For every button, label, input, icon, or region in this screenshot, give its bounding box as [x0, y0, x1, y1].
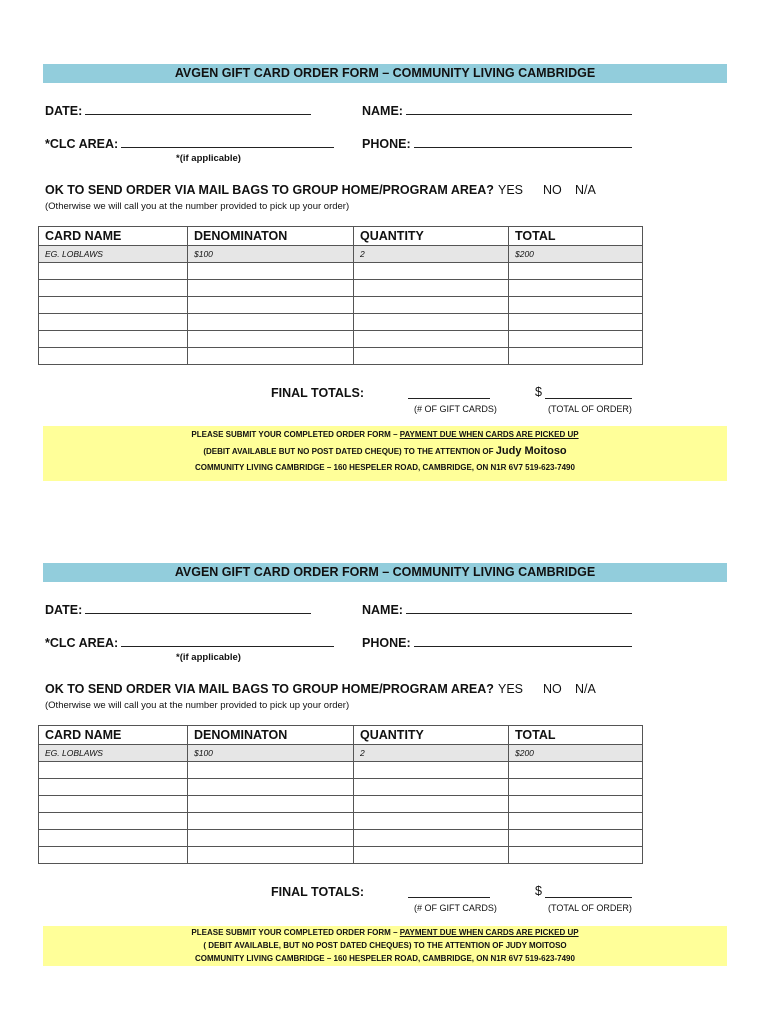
table-row — [39, 779, 643, 796]
table-cell[interactable] — [39, 314, 188, 331]
phone-field[interactable] — [414, 136, 632, 148]
gift-card-count-caption: (# OF GIFT CARDS) — [414, 404, 497, 414]
table-cell[interactable] — [39, 796, 188, 813]
payment-notice — [43, 426, 727, 481]
col-header-quantity: QUANTITY — [354, 726, 509, 745]
table-cell[interactable] — [354, 779, 509, 796]
table-cell[interactable] — [39, 297, 188, 314]
table-row — [39, 762, 643, 779]
table-cell[interactable] — [354, 762, 509, 779]
no-option[interactable]: NO — [543, 183, 562, 197]
table-cell[interactable] — [39, 331, 188, 348]
order-table — [38, 226, 643, 365]
table-cell[interactable] — [354, 796, 509, 813]
dollar-sign: $ — [535, 884, 542, 898]
phone-row — [362, 136, 632, 151]
table-cell[interactable] — [354, 348, 509, 365]
notice-line-2: ( DEBIT AVAILABLE, BUT NO POST DATED CHEQUES) TO THE ATTENTION OF JUDY MOITOSO — [203, 941, 567, 950]
col-header-total: TOTAL — [509, 227, 643, 246]
col-header-total: TOTAL — [509, 726, 643, 745]
table-row — [39, 263, 643, 280]
mail-bag-question: OK TO SEND ORDER VIA MAIL BAGS TO GROUP HOME/PROGRAM AREA? — [45, 682, 494, 696]
table-cell[interactable] — [188, 280, 354, 297]
table-cell[interactable] — [354, 847, 509, 864]
table-cell[interactable] — [509, 847, 643, 864]
otherwise-note: (Otherwise we will call you at the number provided to pick up your order) — [45, 700, 350, 711]
gift-card-count-field[interactable] — [408, 896, 490, 898]
notice-payment-due: PAYMENT DUE WHEN CARDS ARE PICKED UP — [399, 430, 579, 439]
table-cell[interactable] — [39, 263, 188, 280]
if-applicable-note: *(if applicable) — [176, 153, 241, 164]
clc-area-label: *CLC AREA: — [45, 137, 119, 151]
example-quantity: 2 — [354, 246, 509, 263]
col-header-denomination: DENOMINATON — [188, 227, 354, 246]
table-cell[interactable] — [354, 280, 509, 297]
table-header-row — [39, 726, 643, 745]
notice-payment-due: PAYMENT DUE WHEN CARDS ARE PICKED UP — [399, 928, 579, 937]
notice-contact-name: Judy Moitoso — [495, 445, 567, 457]
table-row — [39, 348, 643, 365]
table-cell[interactable] — [39, 762, 188, 779]
table-row — [39, 830, 643, 847]
gift-card-count-caption: (# OF GIFT CARDS) — [414, 903, 497, 913]
table-cell[interactable] — [509, 779, 643, 796]
example-card-name: EG. LOBLAWS — [39, 246, 188, 263]
table-cell[interactable] — [509, 830, 643, 847]
final-totals-label: FINAL TOTALS: — [271, 386, 365, 400]
notice-line-3: COMMUNITY LIVING CAMBRIDGE – 160 HESPELER ROAD, CAMBRIDGE, ON N1R 6V7 519-623-7490 — [195, 463, 575, 472]
table-cell[interactable] — [39, 779, 188, 796]
name-label: NAME: — [362, 104, 403, 118]
name-field[interactable] — [406, 602, 632, 614]
clc-area-field[interactable] — [121, 635, 334, 647]
notice-line-1-prefix: PLEASE SUBMIT YOUR COMPLETED ORDER FORM – — [191, 430, 400, 439]
clc-area-row — [45, 136, 334, 151]
if-applicable-note: *(if applicable) — [176, 652, 241, 663]
table-cell[interactable] — [188, 297, 354, 314]
phone-label: PHONE: — [362, 137, 411, 151]
col-header-quantity: QUANTITY — [354, 227, 509, 246]
notice-line-1 — [43, 427, 727, 443]
table-cell[interactable] — [188, 314, 354, 331]
col-header-card-name: CARD NAME — [39, 227, 188, 246]
example-card-name: EG. LOBLAWS — [39, 745, 188, 762]
table-cell[interactable] — [188, 348, 354, 365]
example-total: $200 — [509, 246, 643, 263]
dollar-sign: $ — [535, 385, 542, 399]
table-cell[interactable] — [354, 331, 509, 348]
name-field-row — [362, 103, 632, 118]
example-total: $200 — [509, 745, 643, 762]
phone-row — [362, 635, 632, 650]
table-row — [39, 331, 643, 348]
table-cell[interactable] — [509, 314, 643, 331]
table-cell[interactable] — [509, 813, 643, 830]
no-option[interactable]: NO — [543, 682, 562, 696]
table-cell[interactable] — [509, 297, 643, 314]
example-denomination: $100 — [188, 745, 354, 762]
table-cell[interactable] — [509, 796, 643, 813]
table-cell[interactable] — [509, 762, 643, 779]
phone-label: PHONE: — [362, 636, 411, 650]
example-denomination: $100 — [188, 246, 354, 263]
name-label: NAME: — [362, 603, 403, 617]
table-cell[interactable] — [354, 314, 509, 331]
table-cell[interactable] — [39, 830, 188, 847]
final-totals-label: FINAL TOTALS: — [271, 885, 365, 899]
example-row — [39, 745, 643, 762]
notice-line-1 — [43, 926, 727, 939]
date-field[interactable] — [85, 103, 311, 115]
notice-line-2-text: (DEBIT AVAILABLE BUT NO POST DATED CHEQUE) TO THE ATTENTION OF — [203, 447, 496, 456]
table-cell[interactable] — [188, 762, 354, 779]
order-table — [38, 725, 643, 864]
date-field-row — [45, 103, 311, 118]
table-cell[interactable] — [509, 280, 643, 297]
table-cell[interactable] — [188, 331, 354, 348]
table-row — [39, 280, 643, 297]
name-field[interactable] — [406, 103, 632, 115]
table-header-row — [39, 227, 643, 246]
notice-line-1-prefix: PLEASE SUBMIT YOUR COMPLETED ORDER FORM – — [191, 928, 400, 937]
table-cell[interactable] — [354, 263, 509, 280]
date-label: DATE: — [45, 603, 83, 617]
notice-line-2 — [43, 443, 727, 460]
order-total-caption: (TOTAL OF ORDER) — [548, 404, 632, 414]
table-cell[interactable] — [354, 297, 509, 314]
form-title: AVGEN GIFT CARD ORDER FORM – COMMUNITY LIVING CAMBRIDGE — [43, 563, 727, 582]
table-cell[interactable] — [39, 348, 188, 365]
otherwise-note: (Otherwise we will call you at the number provided to pick up your order) — [45, 201, 350, 212]
table-cell[interactable] — [188, 779, 354, 796]
order-total-field[interactable] — [545, 397, 632, 399]
table-row — [39, 847, 643, 864]
na-option[interactable]: N/A — [575, 183, 596, 197]
name-field-row — [362, 602, 632, 617]
yes-option[interactable]: YES — [498, 682, 524, 696]
mail-bag-question: OK TO SEND ORDER VIA MAIL BAGS TO GROUP HOME/PROGRAM AREA? — [45, 183, 494, 197]
date-label: DATE: — [45, 104, 83, 118]
example-quantity: 2 — [354, 745, 509, 762]
col-header-denomination: DENOMINATON — [188, 726, 354, 745]
date-field-row — [45, 602, 311, 617]
gift-card-count-field[interactable] — [408, 397, 490, 399]
table-cell[interactable] — [354, 813, 509, 830]
table-cell[interactable] — [509, 263, 643, 280]
table-row — [39, 297, 643, 314]
clc-area-row — [45, 635, 334, 650]
table-cell[interactable] — [188, 830, 354, 847]
yes-option[interactable]: YES — [498, 183, 524, 197]
table-cell[interactable] — [39, 847, 188, 864]
payment-notice — [43, 926, 727, 966]
na-option[interactable]: N/A — [575, 682, 596, 696]
table-cell[interactable] — [39, 280, 188, 297]
col-header-card-name: CARD NAME — [39, 726, 188, 745]
clc-area-field[interactable] — [121, 136, 334, 148]
table-cell[interactable] — [188, 847, 354, 864]
clc-area-label: *CLC AREA: — [45, 636, 119, 650]
example-row — [39, 246, 643, 263]
table-cell[interactable] — [188, 813, 354, 830]
date-field[interactable] — [85, 602, 311, 614]
table-cell[interactable] — [354, 830, 509, 847]
table-cell[interactable] — [188, 796, 354, 813]
table-row — [39, 314, 643, 331]
order-total-field[interactable] — [545, 896, 632, 898]
notice-line-3: COMMUNITY LIVING CAMBRIDGE – 160 HESPELER ROAD, CAMBRIDGE, ON N1R 6V7 519-623-7490 — [195, 954, 575, 963]
table-cell[interactable] — [39, 813, 188, 830]
table-cell[interactable] — [509, 348, 643, 365]
table-row — [39, 813, 643, 830]
phone-field[interactable] — [414, 635, 632, 647]
order-total-caption: (TOTAL OF ORDER) — [548, 903, 632, 913]
table-cell[interactable] — [509, 331, 643, 348]
form-title: AVGEN GIFT CARD ORDER FORM – COMMUNITY LIVING CAMBRIDGE — [43, 64, 727, 83]
table-cell[interactable] — [188, 263, 354, 280]
table-row — [39, 796, 643, 813]
